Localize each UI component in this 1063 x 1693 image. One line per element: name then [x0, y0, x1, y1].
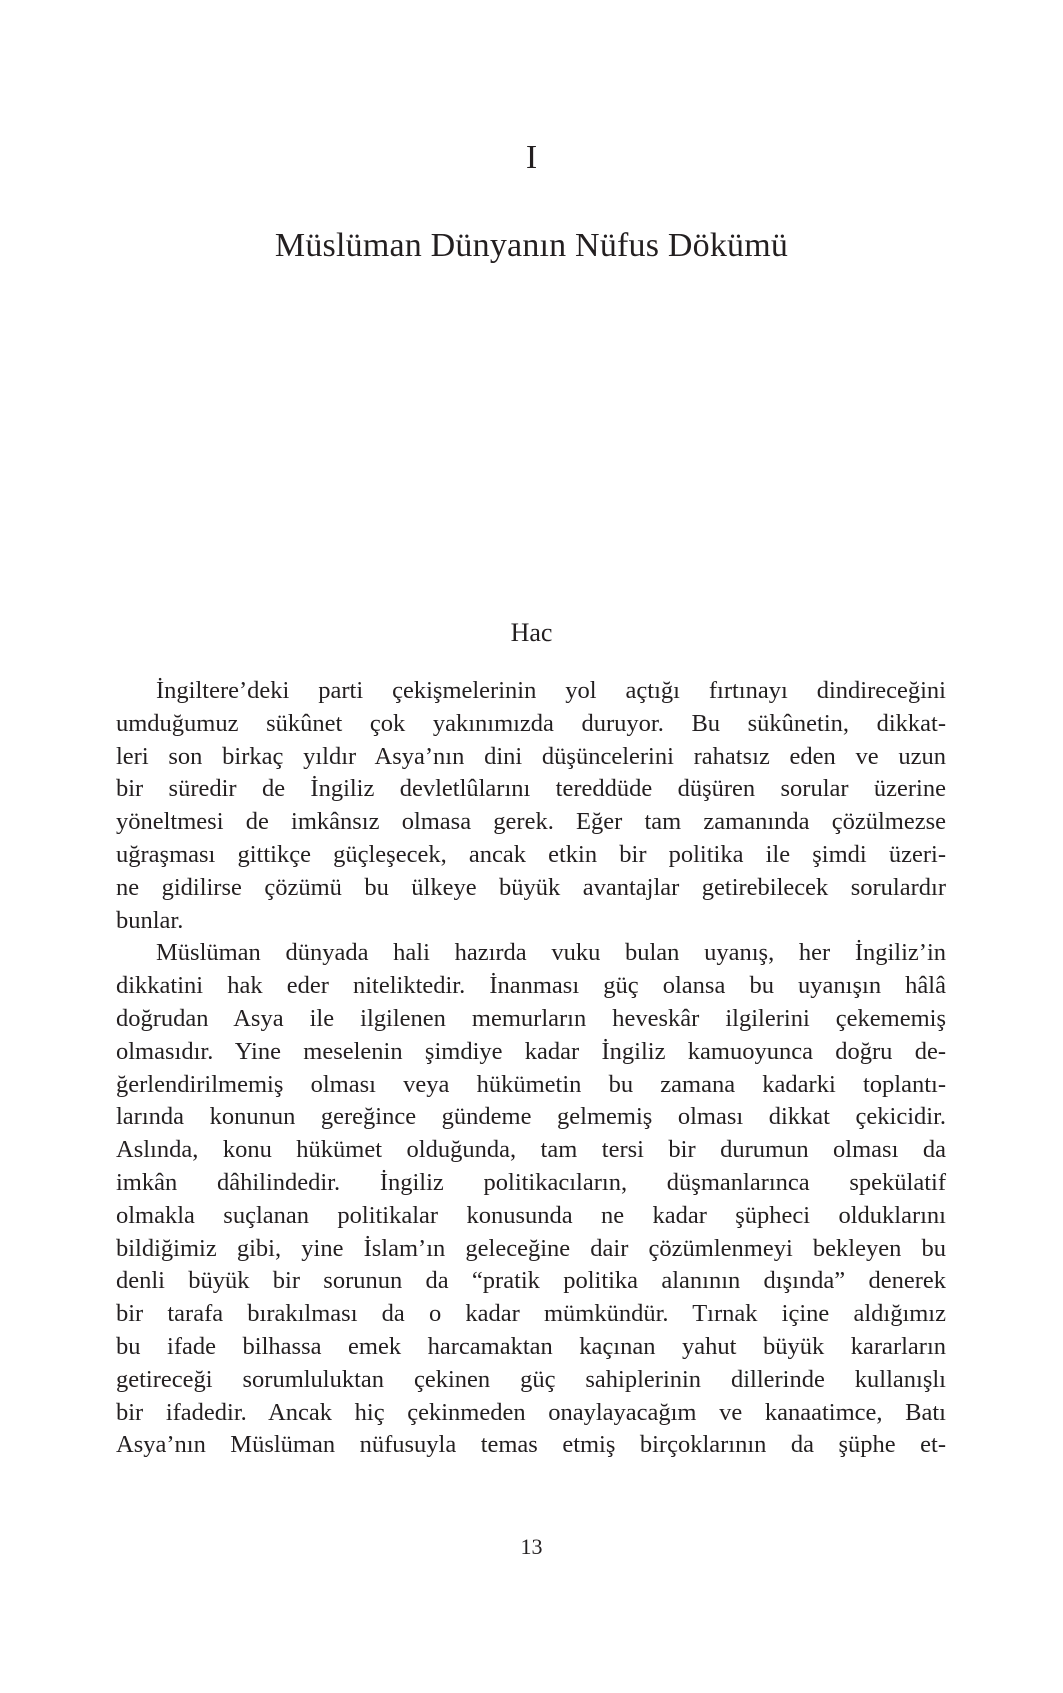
paragraph-2 — [116, 937, 946, 1462]
text-line: İngiltere’deki parti çekişmelerinin yol açtığı fırtınayı dindireceğini — [156, 677, 946, 704]
text-line: uğraşması gittikçe güçleşecek, ancak etkin bir politika ile şimdi üzeri- — [116, 840, 946, 868]
text-line: Asya’nın Müslüman nüfusuyla temas etmiş birçoklarının da şüphe et- — [116, 1431, 946, 1459]
page-number: 13 — [520, 1534, 543, 1559]
text-line: Aslında, konu hükümet olduğunda, tam tersi bir durumun olması da — [116, 1136, 946, 1164]
text-line: bir süredir de İngiliz devletlûlarını tereddüde düşüren sorular üzerine — [116, 775, 946, 803]
text-line: Müslüman dünyada hali hazırda vuku bulan uyanış, her İngiliz’in — [156, 939, 946, 967]
text-line: leri son birkaç yıldır Asya’nın dini düşüncelerini rahatsız eden ve uzun — [116, 742, 946, 770]
text-line: imkân dâhilindedir. İngiliz politikacıların, düşmanlarınca spekülatif — [116, 1168, 946, 1196]
chapter-number: I — [525, 139, 538, 176]
text-line: umduğumuz sükûnet çok yakınımızda duruyor. Bu sükûnetin, dikkat- — [116, 709, 946, 737]
text-line: yöneltmesi de imkânsız olmasa gerek. Eğer tam zamanında çözülmezse — [116, 808, 946, 836]
text-line: ne gidilirse çözümü bu ülkeye büyük avantajlar getirebilecek sorulardır — [116, 873, 946, 901]
text-line: getireceği sorumluluktan çekinen güç sahiplerinin dillerinde kullanışlı — [116, 1365, 946, 1393]
text-line: olmakla suçlanan politikalar konusunda ne kadar şüpheci olduklarını — [116, 1201, 946, 1229]
text-line: bir tarafa bırakılması da o kadar mümkündür. Tırnak içine aldığımız — [116, 1300, 946, 1328]
chapter-title: Müslüman Dünyanın Nüfus Dökümü — [274, 227, 789, 264]
text-line: doğrudan Asya ile ilgilenen memurların heveskâr ilgilerini çekememiş — [116, 1004, 946, 1032]
text-line: ğerlendirilmemiş olması veya hükümetin bu zamana kadarki toplantı- — [116, 1070, 946, 1098]
text-line: bu ifade bilhassa emek harcamaktan kaçınan yahut büyük kararların — [116, 1332, 946, 1360]
text-line: olmasıdır. Yine meselenin şimdiye kadar İngiliz kamuoyunca doğru de- — [116, 1037, 946, 1065]
text-line: dikkatini hak eder niteliktedir. İnanması güç olansa bu uyanışın hâlâ — [116, 972, 946, 1000]
text-line: bir ifadedir. Ancak hiç çekinmeden onaylayacağım ve kanaatimce, Batı — [116, 1398, 946, 1426]
section-title: Hac — [510, 618, 553, 647]
text-line: denli büyük bir sorunun da “pratik politika alanının dışında” denerek — [116, 1267, 946, 1295]
body-text — [116, 675, 946, 1462]
text-line: bildiğimiz gibi, yine İslam’ın geleceğine dair çözümlenmeyi bekleyen bu — [116, 1234, 946, 1262]
text-line: larında konunun gereğince gündeme gelmemiş olması dikkat çekicidir. — [116, 1103, 946, 1131]
text-line: bunlar. — [116, 906, 184, 934]
paragraph-1 — [116, 675, 946, 937]
